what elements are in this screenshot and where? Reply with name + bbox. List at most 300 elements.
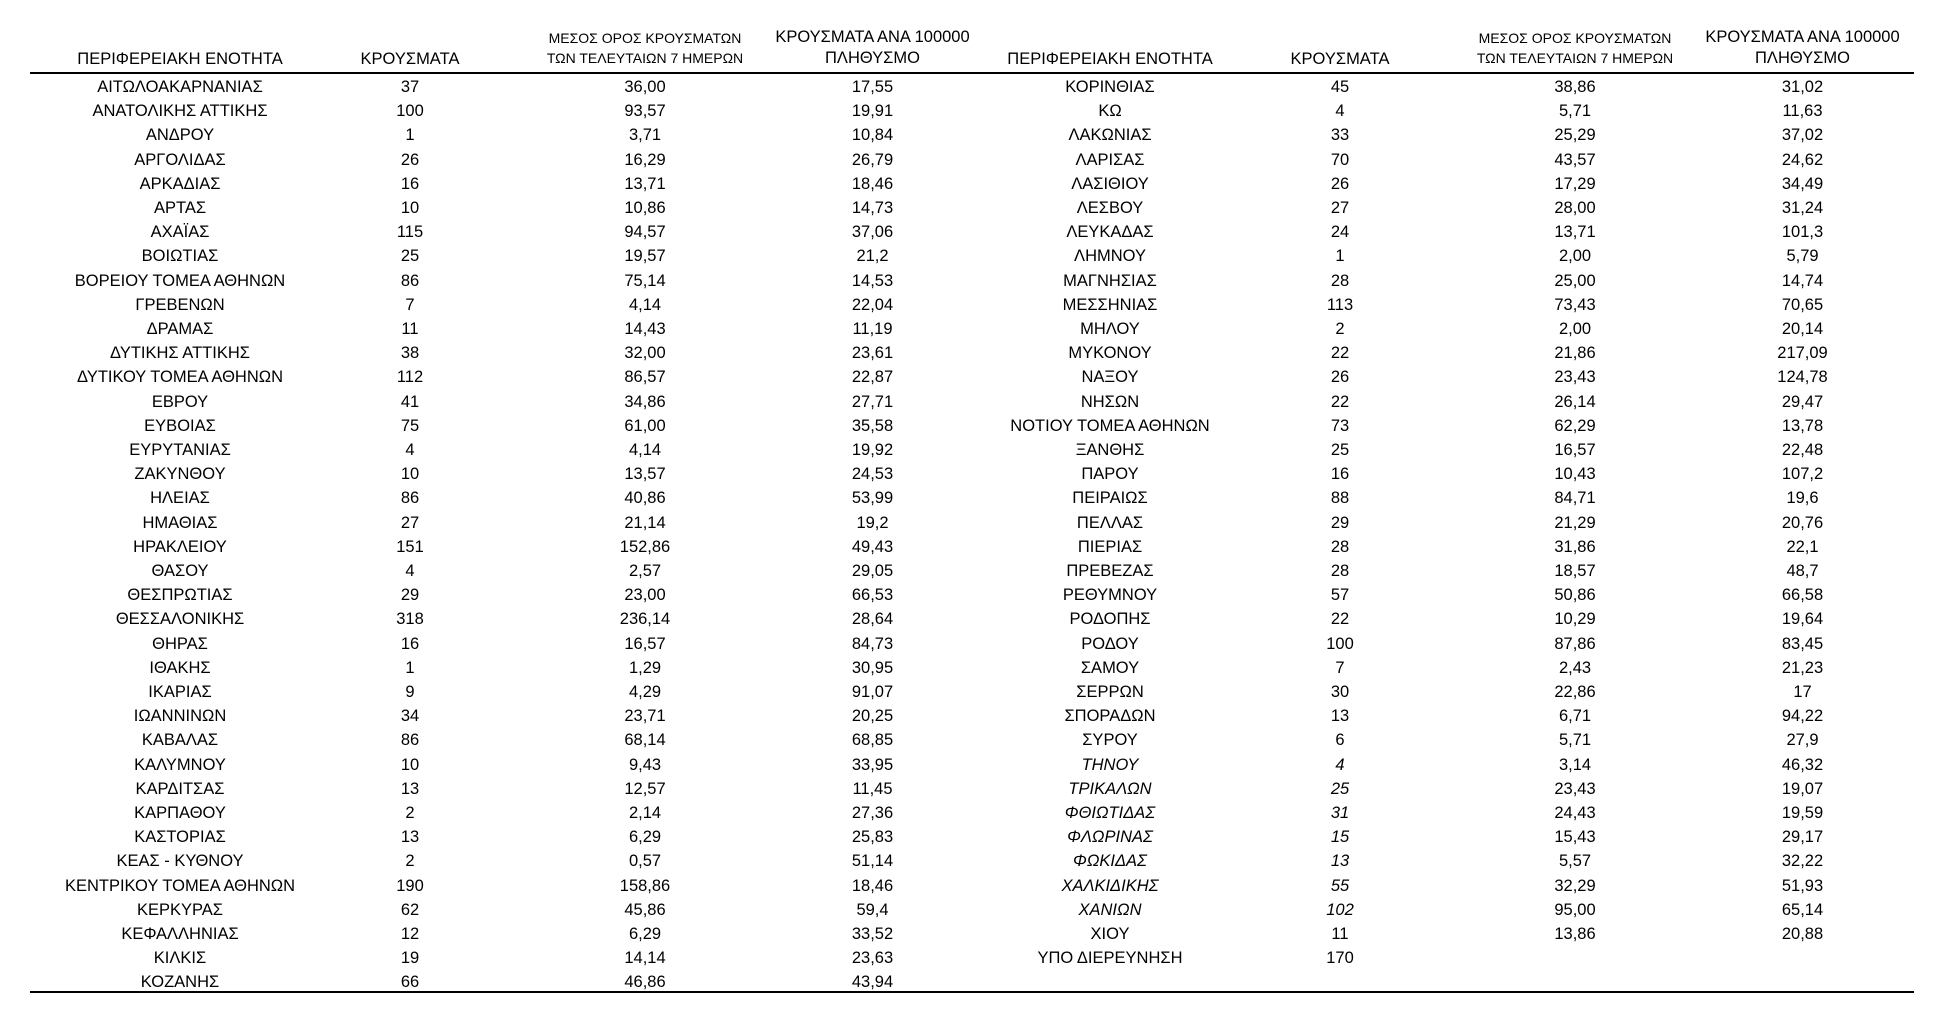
cell-per100k: 51,14 <box>851 852 894 871</box>
cell-per100k: 11,63 <box>1782 102 1823 121</box>
right-header-per100k <box>1685 27 1920 69</box>
cell-per100k: 29,05 <box>851 562 894 580</box>
cell-cases: 25 <box>1330 779 1350 798</box>
cell-region: ΠΕΙΡΑΙΩΣ <box>1072 489 1148 508</box>
cell-avg7: 152,86 <box>619 537 671 556</box>
cell-per100k: 84,73 <box>851 634 894 653</box>
cell-region: ΧΑΛΚΙΔΙΚΗΣ <box>1061 876 1159 895</box>
cell-avg7: 2,00 <box>1558 247 1592 266</box>
cell-per100k: 25,83 <box>851 828 894 847</box>
cell-region: ΑΡΓΟΛΙΔΑΣ <box>134 150 226 169</box>
right-header-avg <box>1450 28 1700 68</box>
cell-per100k: 20,14 <box>1781 320 1824 338</box>
left-header-per100k-line1: ΚΡΟΥΣΜΑΤΑ ΑΝΑ 100000 <box>775 28 970 46</box>
cell-avg7: 0,57 <box>628 852 662 871</box>
cell-avg7: 38,86 <box>1554 78 1596 96</box>
cell-cases: 37 <box>400 78 420 96</box>
cell-per100k: 24,53 <box>851 465 894 484</box>
cell-cases: 38 <box>400 344 420 363</box>
right-header-per100k-line2: ΠΛΗΘΥΣΜΟ <box>1755 49 1850 67</box>
right-header-per100k-line1: ΚΡΟΥΣΜΑΤΑ ΑΝΑ 100000 <box>1705 28 1900 46</box>
cell-avg7: 23,00 <box>624 586 666 605</box>
cell-cases: 112 <box>396 368 424 387</box>
cell-region: ΣΠΟΡΑΔΩΝ <box>1064 707 1156 726</box>
cell-per100k: 20,76 <box>1781 513 1824 532</box>
cell-region: ΕΒΡΟΥ <box>151 392 209 411</box>
cell-per100k: 27,36 <box>851 804 894 822</box>
cell-cases: 86 <box>400 731 420 750</box>
cell-per100k: 24,62 <box>1781 150 1824 169</box>
left-header-region: ΠΕΡΙΦΕΡΕΙΑΚΗ ΕΝΟΤΗΤΑ <box>77 50 283 68</box>
cell-cases: 28 <box>1330 537 1350 556</box>
cell-avg7: 2,57 <box>628 562 662 580</box>
cell-region: ΗΡΑΚΛΕΙΟΥ <box>133 537 227 556</box>
cell-per100k: 70,65 <box>1781 295 1824 314</box>
cell-avg7: 13,86 <box>1554 925 1596 943</box>
cell-per100k: 101,3 <box>1781 223 1824 242</box>
cell-region: ΛΑΣΙΘΙΟΥ <box>1071 174 1149 193</box>
cell-per100k: 217,09 <box>1777 344 1828 363</box>
cell-avg7: 40,86 <box>624 489 666 508</box>
cell-region: ΚΕΡΚΥΡΑΣ <box>136 900 223 919</box>
cell-region: ΗΜΑΘΙΑΣ <box>142 513 218 532</box>
cell-cases: 25 <box>1330 441 1350 459</box>
cell-cases: 13 <box>1330 852 1350 871</box>
cell-cases: 29 <box>400 586 420 605</box>
cell-cases: 41 <box>400 392 420 411</box>
cell-region: ΣΑΜΟΥ <box>1080 658 1140 677</box>
header-rule <box>30 72 1914 74</box>
cell-region: ΦΛΩΡΙΝΑΣ <box>1067 828 1153 847</box>
cell-per100k: 34,49 <box>1781 174 1824 193</box>
cell-cases: 29 <box>1330 513 1350 532</box>
cell-avg7: 16,57 <box>624 634 666 653</box>
cell-cases: 190 <box>396 876 424 895</box>
cell-per100k: 51,93 <box>1781 876 1824 895</box>
cell-cases: 7 <box>405 295 415 314</box>
cell-per100k: 66,53 <box>851 586 894 605</box>
cell-avg7: 28,00 <box>1554 199 1596 217</box>
cell-avg7: 19,57 <box>624 247 666 266</box>
cell-avg7: 18,57 <box>1554 562 1596 580</box>
cell-per100k: 17 <box>1793 683 1812 701</box>
cell-per100k: 21,2 <box>856 247 889 266</box>
cell-cases: 70 <box>1330 150 1350 169</box>
cell-cases: 25 <box>400 247 420 266</box>
cell-per100k: 29,47 <box>1781 392 1824 411</box>
cell-region: ΑΝΔΡΟΥ <box>145 126 215 145</box>
cell-avg7: 17,29 <box>1554 174 1596 193</box>
cell-avg7: 6,71 <box>1558 707 1592 726</box>
cell-per100k: 5,79 <box>1786 247 1819 266</box>
cell-cases: 170 <box>1326 949 1354 968</box>
cell-avg7: 6,29 <box>628 828 662 847</box>
cell-region: ΣΥΡΟΥ <box>1082 731 1138 750</box>
cell-region: ΕΥΒΟΙΑΣ <box>144 416 216 435</box>
cell-per100k: 31,24 <box>1781 199 1824 217</box>
cell-avg7: 73,43 <box>1554 295 1596 314</box>
cell-per100k: 27,9 <box>1786 731 1819 750</box>
cell-per100k: 26,79 <box>851 150 894 169</box>
cell-per100k: 19,91 <box>851 102 894 121</box>
cell-cases: 318 <box>396 610 424 629</box>
cell-cases: 16 <box>400 634 420 653</box>
cell-per100k: 21,23 <box>1781 658 1824 677</box>
cell-region: ΛΕΥΚΑΔΑΣ <box>1066 223 1154 242</box>
left-header-avg-line2: ΤΩΝ ΤΕΛΕΥΤΑΙΩΝ 7 ΗΜΕΡΩΝ <box>546 50 744 66</box>
cell-avg7: 75,14 <box>624 271 666 290</box>
cell-cases: 12 <box>400 925 420 943</box>
cell-region: ΒΟΡΕΙΟΥ ΤΟΜΕΑ ΑΘΗΝΩΝ <box>74 271 286 290</box>
cell-avg7: 4,14 <box>628 441 662 459</box>
cell-region: ΔΡΑΜΑΣ <box>146 320 214 338</box>
cell-region: ΤΗΝΟΥ <box>1081 755 1139 774</box>
cell-region: ΙΚΑΡΙΑΣ <box>148 683 212 701</box>
cell-region: ΚΟΖΑΝΗΣ <box>140 973 220 992</box>
cell-cases: 27 <box>400 513 420 532</box>
cell-avg7: 236,14 <box>619 610 671 629</box>
cell-region: ΦΩΚΙΔΑΣ <box>1073 852 1147 871</box>
cell-cases: 11 <box>1331 925 1349 943</box>
cell-region: ΝΟΤΙΟΥ ΤΟΜΕΑ ΑΘΗΝΩΝ <box>1010 416 1210 435</box>
cell-avg7: 6,29 <box>628 925 662 943</box>
cell-avg7: 32,00 <box>624 344 666 363</box>
cell-avg7: 23,43 <box>1554 368 1596 387</box>
cell-per100k: 91,07 <box>851 683 894 701</box>
cell-cases: 30 <box>1330 683 1350 701</box>
cell-per100k: 29,17 <box>1781 828 1824 847</box>
cell-region: ΚΑΡΔΙΤΣΑΣ <box>135 779 225 798</box>
cell-cases: 26 <box>1330 174 1350 193</box>
cell-avg7: 12,57 <box>624 779 666 798</box>
cell-cases: 66 <box>400 973 420 992</box>
cell-per100k: 66,58 <box>1781 586 1824 605</box>
cell-cases: 1 <box>1335 247 1345 266</box>
cell-per100k: 37,02 <box>1781 126 1824 145</box>
cell-avg7: 13,71 <box>624 174 666 193</box>
cell-avg7: 36,00 <box>624 78 666 96</box>
cell-per100k: 19,07 <box>1781 779 1824 798</box>
cell-per100k: 33,95 <box>851 755 894 774</box>
cell-avg7: 86,57 <box>624 368 666 387</box>
cell-avg7: 10,29 <box>1554 610 1596 629</box>
cell-cases: 28 <box>1330 562 1350 580</box>
cell-region: ΔΥΤΙΚΗΣ ΑΤΤΙΚΗΣ <box>110 344 250 363</box>
cell-cases: 19 <box>400 949 420 968</box>
cell-region: ΛΑΡΙΣΑΣ <box>1075 150 1145 169</box>
cell-region: ΦΘΙΩΤΙΔΑΣ <box>1064 804 1156 822</box>
cell-avg7: 158,86 <box>619 876 671 895</box>
cell-region: ΠΕΛΛΑΣ <box>1076 513 1144 532</box>
cell-region: ΖΑΚΥΝΘΟΥ <box>134 465 226 484</box>
cell-per100k: 19,92 <box>851 441 894 459</box>
cell-avg7: 1,29 <box>628 658 662 677</box>
cell-cases: 22 <box>1330 392 1350 411</box>
cell-cases: 16 <box>400 174 420 193</box>
cell-per100k: 65,14 <box>1781 900 1824 919</box>
cell-avg7: 3,71 <box>628 126 662 145</box>
cell-avg7: 2,43 <box>1558 658 1592 677</box>
cell-region: ΚΑΒΑΛΑΣ <box>141 731 219 750</box>
cell-cases: 100 <box>1326 634 1354 653</box>
cell-cases: 4 <box>1335 755 1345 774</box>
cell-per100k: 83,45 <box>1781 634 1824 653</box>
cell-cases: 10 <box>400 755 420 774</box>
left-header-avg <box>520 28 770 68</box>
cell-avg7: 84,71 <box>1554 489 1596 508</box>
cell-region: ΝΑΞΟΥ <box>1081 368 1139 387</box>
cell-region: ΚΕΑΣ - ΚΥΘΝΟΥ <box>116 852 244 871</box>
cell-per100k: 43,94 <box>851 973 894 992</box>
cell-per100k: 32,22 <box>1781 852 1824 871</box>
cell-avg7: 31,86 <box>1554 537 1596 556</box>
cell-cases: 33 <box>1330 126 1350 145</box>
cell-cases: 22 <box>1330 344 1350 363</box>
cell-cases: 113 <box>1326 295 1354 314</box>
cell-region: ΚΩ <box>1098 102 1122 121</box>
cell-region: ΘΑΣΟΥ <box>151 562 209 580</box>
cell-cases: 151 <box>396 537 424 556</box>
cell-cases: 10 <box>400 465 420 484</box>
cell-per100k: 59,4 <box>856 900 889 919</box>
cell-avg7: 93,57 <box>624 102 666 121</box>
cell-avg7: 16,29 <box>624 150 666 169</box>
cell-avg7: 13,57 <box>624 465 666 484</box>
cell-avg7: 4,29 <box>628 683 662 701</box>
cell-avg7: 5,71 <box>1558 731 1592 750</box>
cell-avg7: 45,86 <box>624 900 666 919</box>
cell-per100k: 35,58 <box>851 416 894 435</box>
cell-region: ΛΗΜΝΟΥ <box>1074 247 1146 266</box>
cell-region: ΡΟΔΟΠΗΣ <box>1069 610 1151 629</box>
cell-region: ΠΡΕΒΕΖΑΣ <box>1066 562 1154 580</box>
cell-avg7: 32,29 <box>1554 876 1596 895</box>
cell-region: ΙΩΑΝΝΙΝΩΝ <box>133 707 227 726</box>
cell-region: ΓΡΕΒΕΝΩΝ <box>135 295 225 314</box>
cell-avg7: 95,00 <box>1554 900 1596 919</box>
cell-cases: 1 <box>405 126 415 145</box>
cell-region: ΘΗΡΑΣ <box>152 634 208 653</box>
cell-cases: 10 <box>400 199 420 217</box>
cell-avg7: 25,00 <box>1554 271 1596 290</box>
cell-cases: 115 <box>396 223 424 242</box>
cell-per100k: 19,59 <box>1781 804 1824 822</box>
cell-cases: 55 <box>1330 876 1350 895</box>
cell-cases: 7 <box>1335 658 1345 677</box>
cell-avg7: 3,14 <box>1558 755 1592 774</box>
cell-avg7: 22,86 <box>1554 683 1596 701</box>
cell-avg7: 4,14 <box>628 295 662 314</box>
cell-region: ΞΑΝΘΗΣ <box>1075 441 1145 459</box>
cell-per100k: 28,64 <box>851 610 894 629</box>
cell-cases: 102 <box>1326 900 1354 919</box>
cell-avg7: 9,43 <box>628 755 662 774</box>
cell-cases: 62 <box>400 900 420 919</box>
cell-region: ΕΥΡΥΤΑΝΙΑΣ <box>129 441 231 459</box>
cell-region: ΘΕΣΠΡΩΤΙΑΣ <box>127 586 233 605</box>
cell-per100k: 18,46 <box>851 876 894 895</box>
cell-avg7: 2,14 <box>628 804 662 822</box>
cell-per100k: 49,43 <box>851 537 894 556</box>
cell-cases: 2 <box>1335 320 1345 338</box>
cell-per100k: 22,87 <box>851 368 894 387</box>
cell-per100k: 22,04 <box>851 295 894 314</box>
cell-per100k: 30,95 <box>851 658 894 677</box>
cell-cases: 4 <box>1335 102 1345 121</box>
cell-cases: 4 <box>405 441 415 459</box>
cell-per100k: 17,55 <box>851 78 894 96</box>
cell-avg7: 34,86 <box>624 392 666 411</box>
cell-avg7: 62,29 <box>1554 416 1596 435</box>
cell-avg7: 2,00 <box>1558 320 1592 338</box>
cell-region: ΘΕΣΣΑΛΟΝΙΚΗΣ <box>115 610 245 629</box>
cell-per100k: 14,74 <box>1781 271 1824 290</box>
cell-avg7: 23,43 <box>1554 779 1596 798</box>
cell-per100k: 22,1 <box>1786 537 1819 556</box>
cell-avg7: 21,29 <box>1554 513 1596 532</box>
cell-region: ΜΗΛΟΥ <box>1080 320 1140 338</box>
cell-avg7: 50,86 <box>1554 586 1596 605</box>
cell-cases: 100 <box>396 102 424 121</box>
cell-region: ΒΟΙΩΤΙΑΣ <box>141 247 219 266</box>
cell-per100k: 19,64 <box>1781 610 1824 629</box>
cell-cases: 73 <box>1330 416 1350 435</box>
cell-cases: 24 <box>1330 223 1350 242</box>
cell-cases: 88 <box>1330 489 1350 508</box>
cell-per100k: 27,71 <box>851 392 894 411</box>
cell-avg7: 10,86 <box>624 199 666 217</box>
cell-cases: 4 <box>405 562 415 580</box>
cell-cases: 16 <box>1330 465 1350 484</box>
right-header-cases: ΚΡΟΥΣΜΑΤΑ <box>1290 50 1390 68</box>
cell-region: ΛΑΚΩΝΙΑΣ <box>1068 126 1152 145</box>
cell-per100k: 107,2 <box>1781 465 1824 484</box>
cell-region: ΠΙΕΡΙΑΣ <box>1077 537 1143 556</box>
cell-avg7: 14,14 <box>624 949 666 968</box>
cell-cases: 22 <box>1330 610 1350 629</box>
cell-cases: 31 <box>1330 804 1350 822</box>
cell-region: ΚΑΛΥΜΝΟΥ <box>134 755 226 774</box>
cell-cases: 13 <box>1330 707 1350 726</box>
cell-region: ΧΑΝΙΩΝ <box>1078 900 1142 919</box>
cell-cases: 86 <box>400 489 420 508</box>
cell-region: ΜΥΚΟΝΟΥ <box>1068 344 1152 363</box>
cell-region: ΝΗΣΩΝ <box>1080 392 1140 411</box>
cell-region: ΤΡΙΚΑΛΩΝ <box>1068 779 1152 798</box>
cell-avg7: 23,71 <box>624 707 666 726</box>
cell-region: ΚΑΡΠΑΘΟΥ <box>134 804 226 822</box>
cell-per100k: 20,25 <box>851 707 894 726</box>
cell-cases: 34 <box>400 707 420 726</box>
cell-region: ΑΧΑΪΑΣ <box>150 223 210 242</box>
cell-region: ΚΙΛΚΙΣ <box>153 949 207 968</box>
cell-per100k: 124,78 <box>1777 368 1828 387</box>
cell-region: ΚΕΦΑΛΛΗΝΙΑΣ <box>121 925 239 943</box>
cell-cases: 6 <box>1335 731 1345 750</box>
right-header-avg-line1: ΜΕΣΟΣ ΟΡΟΣ ΚΡΟΥΣΜΑΤΩΝ <box>1478 30 1672 46</box>
cell-avg7: 26,14 <box>1554 392 1596 411</box>
cell-avg7: 25,29 <box>1554 126 1596 145</box>
left-header-avg-line1: ΜΕΣΟΣ ΟΡΟΣ ΚΡΟΥΣΜΑΤΩΝ <box>548 30 742 46</box>
right-header-region: ΠΕΡΙΦΕΡΕΙΑΚΗ ΕΝΟΤΗΤΑ <box>1007 50 1213 68</box>
left-header-cases: ΚΡΟΥΣΜΑΤΑ <box>360 50 460 68</box>
cell-per100k: 22,48 <box>1781 441 1824 459</box>
cell-cases: 57 <box>1330 586 1350 605</box>
cell-region: ΡΟΔΟΥ <box>1081 634 1139 653</box>
cell-region: ΥΠΟ ΔΙΕΡΕΥΝΗΣΗ <box>1037 949 1183 968</box>
cell-per100k: 33,52 <box>851 925 894 943</box>
cell-per100k: 14,73 <box>851 199 894 217</box>
cell-region: ΚΕΝΤΡΙΚΟΥ ΤΟΜΕΑ ΑΘΗΝΩΝ <box>64 876 296 895</box>
right-header-avg-line2: ΤΩΝ ΤΕΛΕΥΤΑΙΩΝ 7 ΗΜΕΡΩΝ <box>1476 50 1674 66</box>
cell-avg7: 43,57 <box>1554 150 1596 169</box>
cell-per100k: 23,63 <box>851 949 894 968</box>
cell-per100k: 13,78 <box>1781 416 1824 435</box>
cell-region: ΑΝΑΤΟΛΙΚΗΣ ΑΤΤΙΚΗΣ <box>92 102 268 121</box>
cell-avg7: 16,57 <box>1554 441 1596 459</box>
cell-region: ΠΑΡΟΥ <box>1081 465 1139 484</box>
cell-per100k: 68,85 <box>851 731 894 750</box>
cell-per100k: 11,19 <box>852 320 893 338</box>
cell-region: ΑΙΤΩΛΟΑΚΑΡΝΑΝΙΑΣ <box>97 78 263 96</box>
cell-region: ΚΟΡΙΝΘΙΑΣ <box>1065 78 1155 96</box>
cell-cases: 45 <box>1330 78 1350 96</box>
cell-per100k: 48,7 <box>1786 562 1819 580</box>
cell-avg7: 24,43 <box>1554 804 1596 822</box>
cell-avg7: 10,43 <box>1554 465 1596 484</box>
cell-avg7: 5,57 <box>1558 852 1592 871</box>
cell-per100k: 10,84 <box>851 126 894 145</box>
cell-avg7: 5,71 <box>1558 102 1592 121</box>
cell-avg7: 21,14 <box>624 513 666 532</box>
cell-cases: 26 <box>400 150 420 169</box>
cell-per100k: 18,46 <box>851 174 894 193</box>
cell-region: ΑΡΤΑΣ <box>153 199 207 217</box>
cell-cases: 1 <box>405 658 415 677</box>
cell-avg7: 15,43 <box>1554 828 1596 847</box>
cell-cases: 75 <box>400 416 420 435</box>
cell-region: ΡΕΘΥΜΝΟΥ <box>1062 586 1158 605</box>
cell-region: ΜΕΣΣΗΝΙΑΣ <box>1062 295 1158 314</box>
cell-cases: 9 <box>405 683 415 701</box>
cell-cases: 15 <box>1330 828 1350 847</box>
cell-cases: 13 <box>400 828 420 847</box>
cell-per100k: 37,06 <box>851 223 894 242</box>
cell-cases: 26 <box>1330 368 1350 387</box>
cell-avg7: 68,14 <box>624 731 666 750</box>
cell-cases: 13 <box>400 779 420 798</box>
cell-per100k: 19,2 <box>856 513 889 532</box>
cell-avg7: 14,43 <box>624 320 666 338</box>
cell-per100k: 31,02 <box>1781 78 1824 96</box>
cell-per100k: 20,88 <box>1781 925 1824 943</box>
cell-cases: 2 <box>405 804 415 822</box>
cell-region: ΗΛΕΙΑΣ <box>150 489 210 508</box>
cell-cases: 11 <box>401 320 419 338</box>
cell-per100k: 23,61 <box>851 344 894 363</box>
cell-cases: 28 <box>1330 271 1350 290</box>
cell-region: ΜΑΓΝΗΣΙΑΣ <box>1063 271 1157 290</box>
cell-per100k: 11,45 <box>852 779 893 798</box>
cell-per100k: 94,22 <box>1781 707 1824 726</box>
cell-per100k: 46,32 <box>1781 755 1824 774</box>
cell-cases: 86 <box>400 271 420 290</box>
left-header-per100k-line2: ΠΛΗΘΥΣΜΟ <box>825 49 920 67</box>
cell-region: ΧΙΟΥ <box>1090 925 1130 943</box>
cell-avg7: 13,71 <box>1554 223 1596 242</box>
cell-avg7: 87,86 <box>1554 634 1596 653</box>
cell-avg7: 61,00 <box>624 416 666 435</box>
